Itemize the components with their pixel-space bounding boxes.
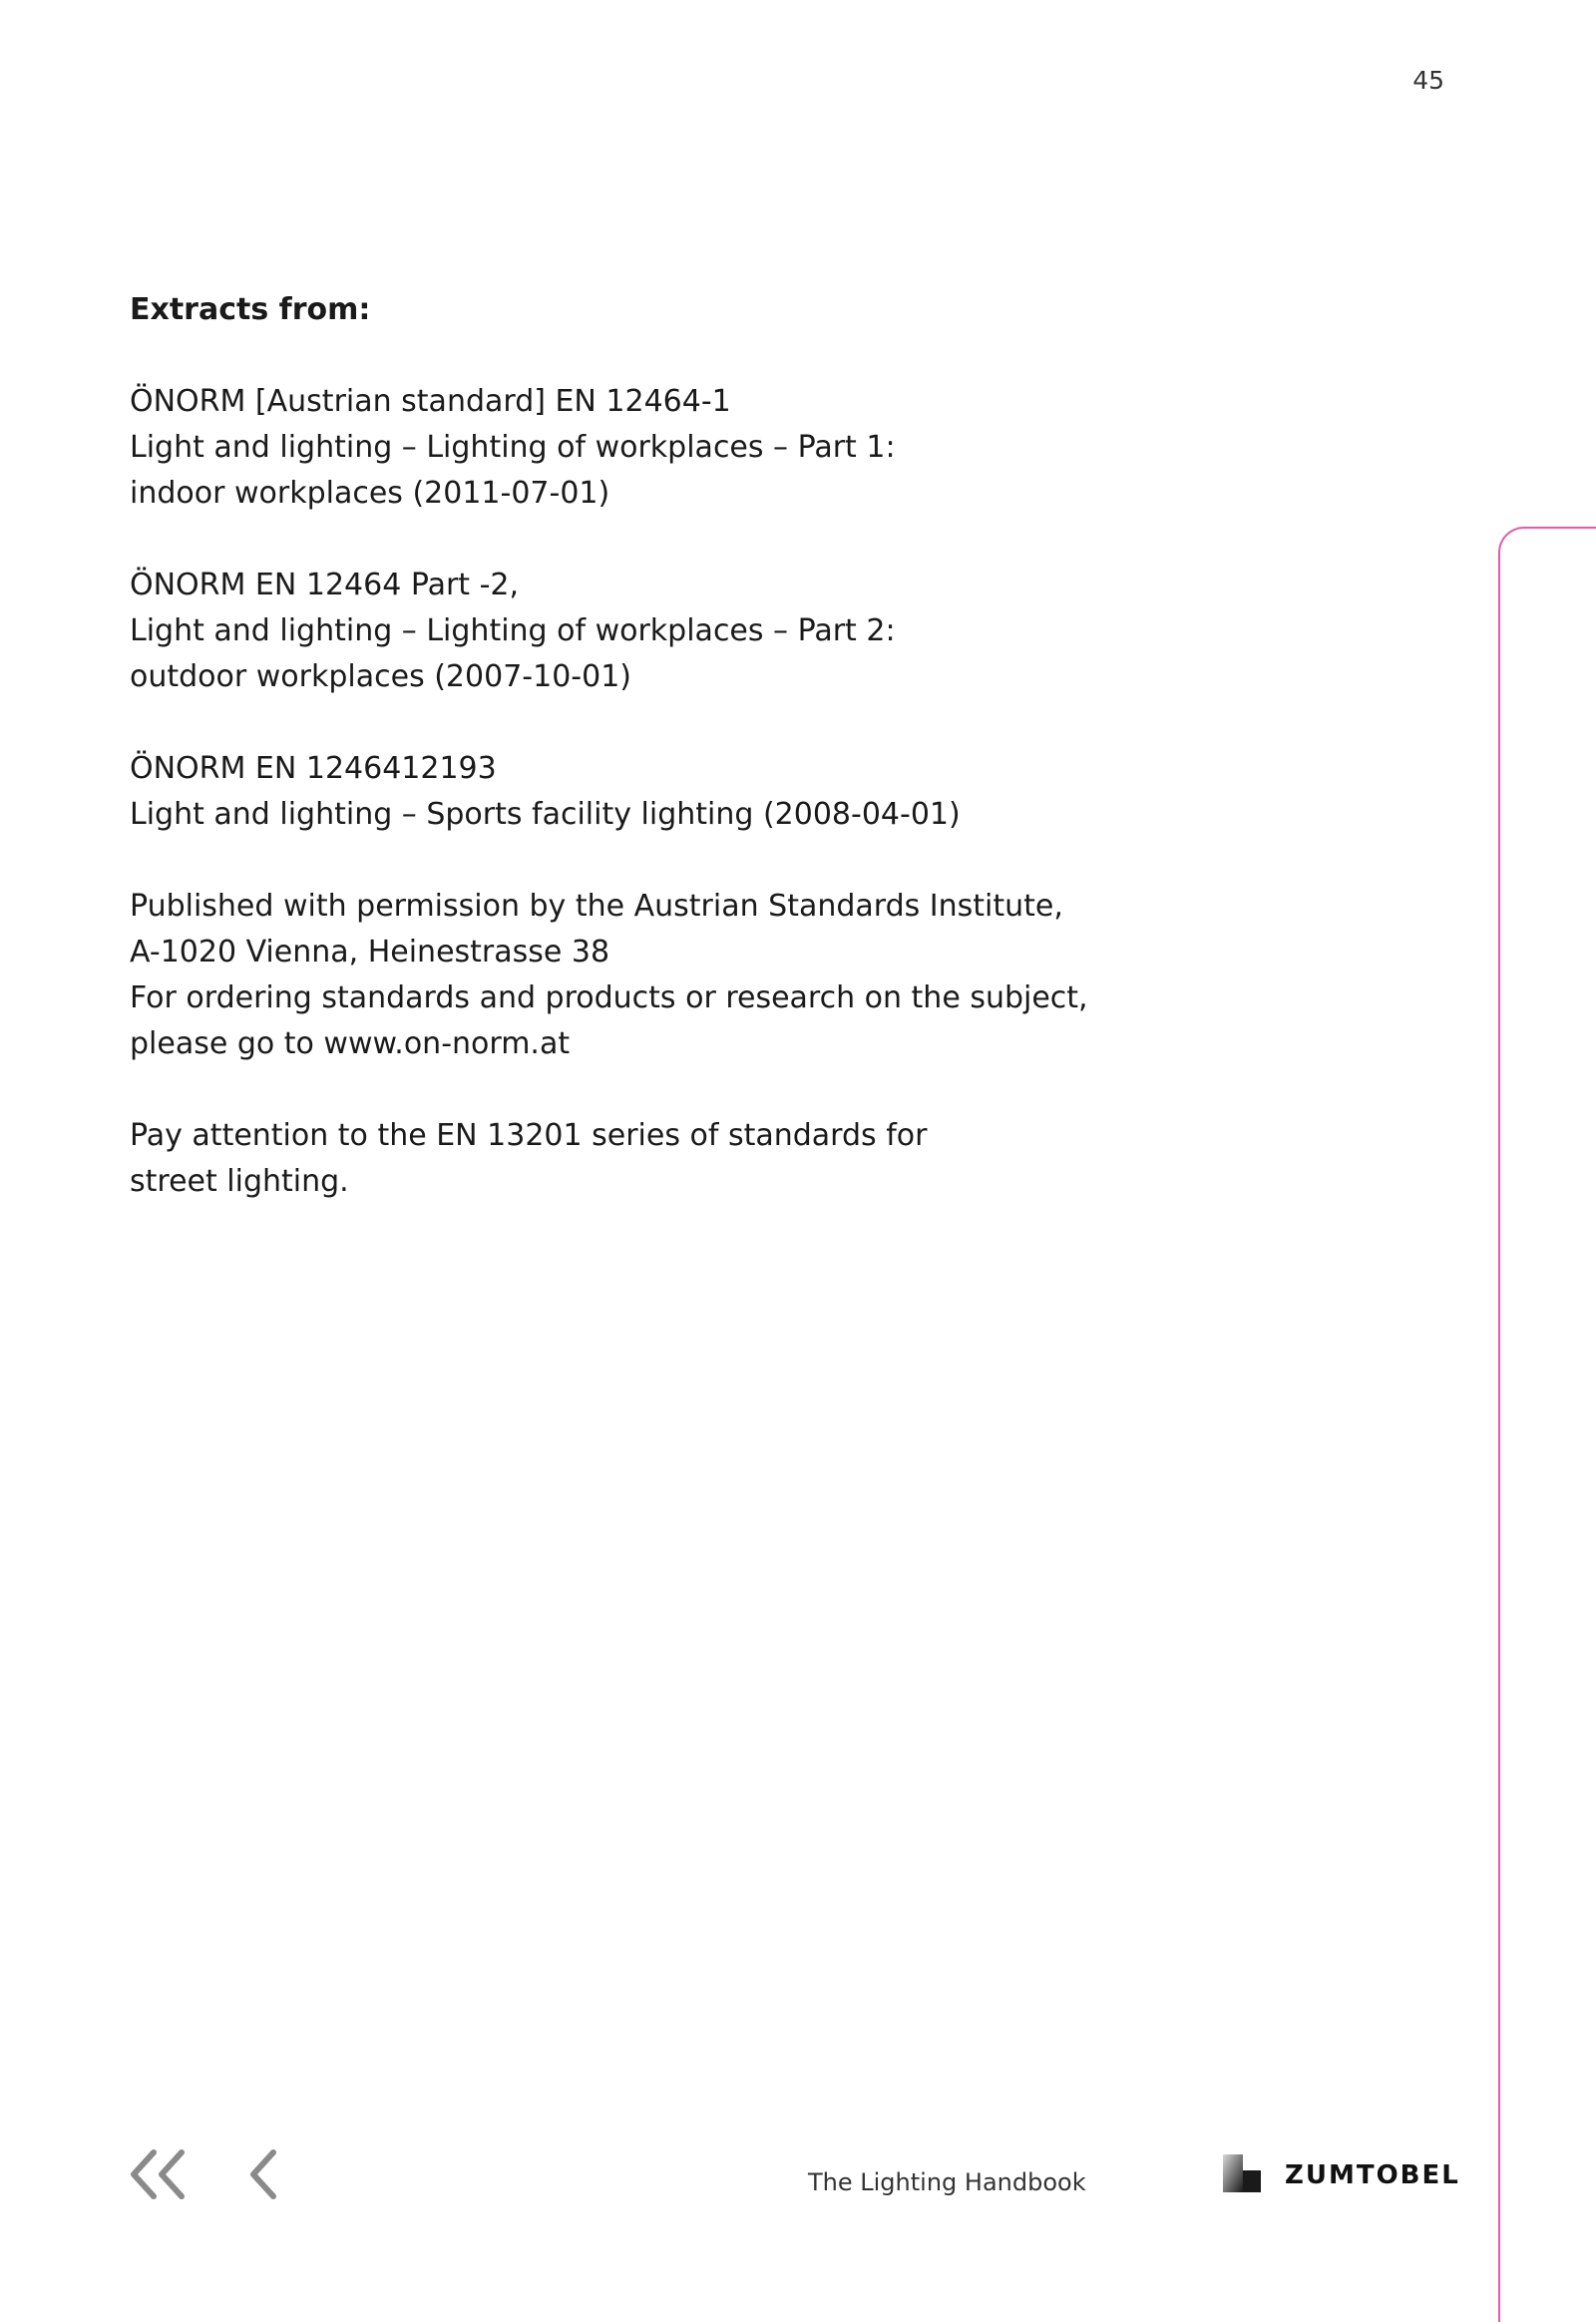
reference-line: indoor workplaces (2011-07-01) (130, 476, 610, 511)
reference-line: ÖNORM [Austrian standard] EN 12464-1 (130, 384, 731, 419)
document-body (130, 287, 1127, 1251)
permission-note (130, 884, 1127, 1067)
chevron-left-icon (243, 2144, 283, 2204)
reference-line: Light and lighting – Sports facility lighting (2008-04-01) (130, 797, 961, 832)
note-line: Pay attention to the EN 13201 series of standards for (130, 1118, 928, 1153)
permission-line: A-1020 Vienna, Heinestrasse 38 (130, 935, 610, 969)
permission-line: Published with permission by the Austrian Standards Institute, (130, 889, 1063, 924)
reference-line: outdoor workplaces (2007-10-01) (130, 659, 631, 694)
reference-block (130, 563, 1127, 700)
note-line: street lighting. (130, 1164, 349, 1199)
reference-line: Light and lighting – Lighting of workplaces – Part 2: (130, 613, 896, 648)
reference-block (130, 746, 1127, 838)
previous-page-button[interactable] (243, 2144, 283, 2204)
double-chevron-left-icon (126, 2144, 190, 2204)
reference-line: ÖNORM EN 1246412193 (130, 751, 497, 786)
permission-line: For ordering standards and products or research on the subject, (130, 980, 1088, 1015)
first-page-button[interactable] (126, 2144, 190, 2204)
reference-line: ÖNORM EN 12464 Part -2, (130, 568, 520, 602)
footer-title: The Lighting Handbook (808, 2168, 1086, 2196)
page-edge-tab (1498, 527, 1596, 2322)
reference-line: Light and lighting – Lighting of workplaces – Part 1: (130, 430, 896, 465)
page-number: 45 (1412, 66, 1444, 95)
zumtobel-logo-icon (1223, 2154, 1261, 2192)
street-lighting-note (130, 1113, 1127, 1205)
brand-name: ZUMTOBEL (1285, 2160, 1460, 2190)
section-heading: Extracts from: (130, 292, 371, 327)
reference-block (130, 379, 1127, 517)
permission-line: please go to www.on-norm.at (130, 1026, 571, 1061)
